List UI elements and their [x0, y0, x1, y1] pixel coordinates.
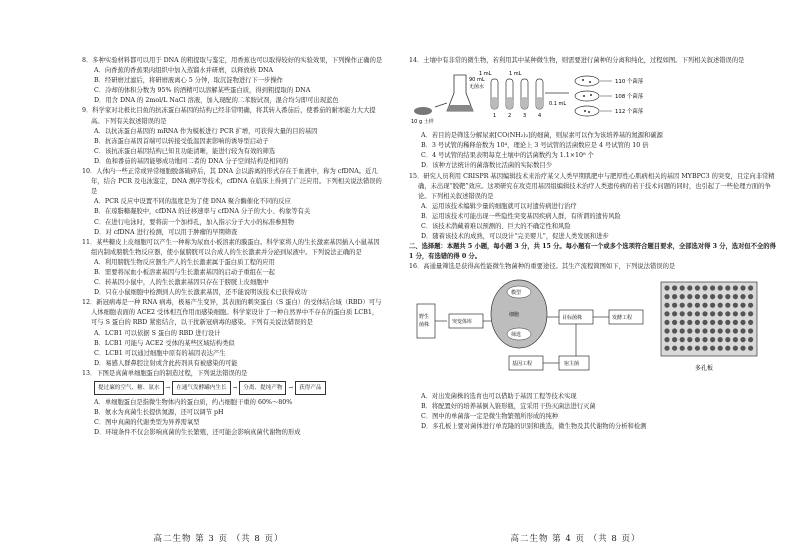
arrow-right-icon: →: [232, 385, 238, 391]
option-c: C．该技术潜藏着难以预测的、巨大的不确定性和风险: [421, 223, 571, 231]
well: [733, 311, 738, 316]
label-screen: 筛选: [511, 331, 522, 338]
option-b: B．氨水为真菌生长提供氮源，还可以调节 pH: [94, 409, 224, 417]
well: [733, 345, 738, 350]
well: [687, 328, 692, 333]
question-stem: 13．下图是真菌单细胞蛋白的制造过程，下列说法错误的是: [82, 369, 248, 377]
option-b: B．在琼脂糖凝胶中，cfDNA 的迁移速率与 cfDNA 分子的大小、构象等有关: [94, 208, 311, 216]
well: [740, 311, 745, 316]
option-a: A．向香蕉的香蕉果肉组织中加入蒸馏水并研磨，以释放核 DNA: [94, 67, 274, 75]
well: [748, 328, 753, 333]
label-plate-vol: 0.1 mL: [549, 101, 567, 108]
option-c: C．4 号试管的结果表明每克土壤中的活菌数约为 1.1×10⁸ 个: [421, 152, 594, 160]
well: [672, 294, 677, 299]
option-d: D．易感人群鼻腔注射或含此药剂具有被感染的可能: [94, 359, 238, 367]
colony-count-2: 108 个菌落: [615, 94, 644, 101]
mutant-library: [449, 314, 483, 328]
well: [702, 294, 707, 299]
option-b: B．需要将尿血小板溶素基因与生长激素基因的启动子重组在一起: [94, 268, 275, 276]
question-stem: 9．科学家对北极比目鱼的抗冻蛋白基因的结构已经非常明确，将其转入番茄后，使番茄的耐寒能力大大提高。下列有关叙述错误的是: [82, 107, 376, 125]
tube-label-2: 2: [508, 113, 512, 120]
label-wild: 野生: [419, 313, 430, 320]
well: [740, 328, 745, 333]
well: [702, 311, 707, 316]
question-8: [82, 56, 383, 106]
tube-label-3: 3: [523, 113, 527, 120]
well: [664, 302, 669, 307]
label-water: 90 mL: [469, 77, 485, 84]
well: [687, 285, 692, 290]
well: [748, 319, 753, 324]
option-a: A．运用该技术编辑少量的细胞就可以对遗传病进行治疗: [421, 202, 577, 210]
test-tubes: [479, 71, 543, 119]
option-d: D．环境条件不仅会影响真菌的生长繁殖，还可能会影响真菌代谢物的形成: [94, 429, 301, 437]
soil-sample-icon: [411, 107, 434, 125]
option-b: B．经研磨过滤后，将研磨液离心 5 分钟，取沉淀物进行下一步操作: [94, 77, 283, 85]
question-stem: 15．研究人员利用 CRISPR 基因编辑技术来治疗某父人类早期肌肥中与肥厚性心肌病相关的基因 MYBPC3 的突变，且定向非常精确，未出现“脱靶”效应。这项研究在攻克用基因组编辑技术治疗人类遗传病的若干技术问题的同时，也引起了一些伦理方面的争论。下列相关叙述错误的是: [409, 172, 775, 200]
well: [680, 319, 685, 324]
well: [725, 302, 730, 307]
well: [695, 311, 700, 316]
option-c: C．LCB1 可以通过细胞中原有的基因表达产生: [94, 349, 226, 357]
well: [664, 285, 669, 290]
well: [687, 311, 692, 316]
flow-step-purify: 分离、提纯产物: [239, 381, 286, 395]
multiwell-plate-photo: [661, 282, 757, 372]
well: [664, 345, 669, 350]
plate-3: [575, 106, 599, 116]
colony-count-3: 112 个菌落: [615, 109, 644, 116]
option-b: B．运用该技术可能出现一些隐性突变基因疾病人群，有所谓的遗传风险: [421, 212, 621, 220]
well: [664, 319, 669, 324]
well: [687, 345, 692, 350]
label-soil: 10 g 土样: [411, 119, 434, 126]
fermentation-box: [609, 310, 643, 324]
well: [680, 285, 685, 290]
well: [687, 337, 692, 342]
option-b: B．LCB1 可能与 ACE2 受体的某些区域结构类似: [94, 339, 235, 347]
tube-fill: [536, 97, 543, 109]
well: [695, 337, 700, 342]
well: [718, 337, 723, 342]
well: [718, 328, 723, 333]
section-2-header: 二、选择题：本题共 5 小题，每小题 3 分，共 15 分。每小题有一个或多个选项符合题目要求，全部选对得 3 分，选对但不全的得 1 分，有选错的得 0 分。: [409, 243, 776, 261]
well: [725, 285, 730, 290]
well: [710, 302, 715, 307]
well: [702, 328, 707, 333]
flow-step-input: 提过廉的空气、糖、氨水: [94, 381, 164, 395]
question-13: [82, 369, 383, 439]
label-cells: 细胞: [509, 311, 520, 318]
option-c: C．该抗冻蛋白基因结构已知且功能清晰，能进行较为有效的筛选: [94, 147, 276, 155]
label-gene: 基因工程: [512, 360, 533, 367]
well: [672, 311, 677, 316]
option-a: A．LCB1 可以依据 S 蛋白的 RBD 进行设计: [94, 329, 221, 337]
label-1ml-2: 1 mL: [509, 71, 522, 78]
well: [748, 311, 753, 316]
well: [695, 319, 700, 324]
option-d: D．随着该技术的成熟，可以设计“完美婴儿”，促进人类发展和进步: [421, 233, 609, 241]
well: [748, 337, 753, 342]
well: [748, 302, 753, 307]
arrow-icon: [435, 103, 447, 107]
well: [695, 294, 700, 299]
question-14: [409, 56, 778, 172]
wild-strain-box: [417, 304, 435, 338]
option-d: D．鱼和番茄的基因能够成功地同二者的 DNA 分子空间结构是相同的: [94, 157, 289, 165]
well: [672, 319, 677, 324]
question-15: [409, 172, 778, 243]
well: [687, 294, 692, 299]
tube-label-1: 1: [493, 113, 497, 120]
arrow-right-icon: →: [165, 385, 171, 391]
flow-step-ferment: 在通气发酵罐内生长: [172, 381, 230, 395]
option-d: D．对 cfDNA 进行检测，可以用于肿瘤的早期筛查: [94, 228, 238, 236]
well: [687, 302, 692, 307]
well: [740, 294, 745, 299]
well: [718, 311, 723, 316]
question-stem: 14．土壤中有非常的微生物，若利用其中某种微生物，则需要进行菌种的分离和纯化，过程如图。下列相关叙述错误的是: [409, 57, 745, 64]
well: [672, 285, 677, 290]
screening-figure: [409, 274, 778, 390]
option-a: A．单细胞蛋白是指微生物体内的蛋白质，约占细胞干重的 60%～80%: [94, 399, 293, 407]
well: [718, 319, 723, 324]
well: [733, 285, 738, 290]
well: [680, 345, 685, 350]
exam-page-4: [397, 0, 794, 558]
label-target: 目标菌株: [562, 314, 583, 321]
well: [710, 285, 715, 290]
well: [710, 345, 715, 350]
option-b: B．抗冻蛋白基因首端可以转接受低温因素影响的诱导型启动子: [94, 137, 269, 145]
well: [702, 345, 707, 350]
well: [664, 311, 669, 316]
well: [702, 337, 707, 342]
well: [695, 345, 700, 350]
question-stem: 8．多种实验材料都可以用于 DNA 的粗提取与鉴定，用香蕉也可以取得较好的实验效果，下列操作正确的是: [82, 57, 383, 64]
well: [672, 345, 677, 350]
question-10: [82, 167, 383, 238]
well: [725, 311, 730, 316]
production-flowchart: [94, 381, 383, 395]
label-ferment: 发酵工程: [612, 314, 633, 321]
question-stem: 16．高通量筛选是获得高性能微生物菌种的重要途径。其生产流程简图如下，下列说法错误的是: [409, 263, 676, 271]
well: [740, 302, 745, 307]
well: [740, 319, 745, 324]
option-b: B．3 号试管的稀释倍数为 10⁴，理论上 3 号试管的活菌数应是 4 号试管的 10 倍: [421, 142, 649, 150]
petri-dishes: [575, 76, 644, 116]
well: [725, 328, 730, 333]
well: [680, 328, 685, 333]
plate-2: [575, 91, 599, 101]
well: [672, 302, 677, 307]
well: [710, 294, 715, 299]
well: [740, 337, 745, 342]
label-model: 模型: [511, 289, 522, 296]
tube-fill: [506, 97, 513, 109]
well: [725, 319, 730, 324]
question-12: [82, 298, 383, 369]
well: [702, 302, 707, 307]
option-d: D．多孔板上要对菌体进行单克隆的识别和挑选，微生物及其代谢物的分析和检测: [421, 422, 647, 430]
well: [695, 285, 700, 290]
question-stem: 12．新冠病毒是一种 RNA 病毒，极易产生变异，其表面的刺突蛋白（S 蛋白）的受体结合域（RBD）可与人体细胞表面的 ACE2 受体相互作用而感染细胞。科学家设计了一种自然界中不存在的蛋白质 LCB1，可与 S 蛋白的 RBD 紧密结合，以干扰新冠病毒的感染。下列有关说法错误的是: [82, 299, 382, 327]
option-a: A．以抗冻蛋白基因的 mRNA 作为模板进行 PCR 扩增，可获得大量的目的基因: [94, 127, 318, 135]
well: [702, 319, 707, 324]
page-footer: 高二生物 第 4 页 （共 8 页）: [510, 534, 641, 544]
well: [672, 337, 677, 342]
dilution-figure: [409, 67, 778, 129]
question-stem: 10．人体内一些正常或异常细胞脱落破碎后，其 DNA 会以游离的形式存在于血液中，称为 cfDNA。近几年，结合 PCR 及电泳鉴定，DNA 测序等技术，cfDNA 在临床上得到了广泛应用。下列相关说法错误的是: [82, 168, 382, 196]
well: [740, 285, 745, 290]
question-9: [82, 106, 383, 167]
well: [748, 345, 753, 350]
flow-step-product: 获得产品: [295, 381, 325, 395]
option-c: C．在进行电泳时，要将前一个加样孔，加入指示分子大小的标准参照物: [94, 218, 295, 226]
option-c: C．图中真菌的代谢类型为异养需氧型: [94, 419, 200, 427]
high-throughput-diagram: [409, 274, 769, 386]
well: [725, 345, 730, 350]
well: [680, 294, 685, 299]
target-strain-box: [559, 310, 593, 324]
page-footer: 高二生物 第 3 页 （共 8 页）: [153, 534, 284, 544]
tube-fill: [491, 97, 498, 109]
well: [733, 302, 738, 307]
well: [710, 311, 715, 316]
label-lib: 突变体库: [452, 318, 473, 325]
well: [687, 319, 692, 324]
option-b: B．将配置好的培养基倒入锥形瓶，宜采用干热灭菌法进行灭菌: [421, 402, 596, 410]
well: [718, 294, 723, 299]
serial-dilution-diagram: [409, 67, 769, 125]
well: [695, 328, 700, 333]
well: [680, 302, 685, 307]
well: [733, 319, 738, 324]
label-host: 宿主菌: [564, 360, 580, 367]
question-11: [82, 238, 383, 299]
well: [702, 285, 707, 290]
well: [718, 285, 723, 290]
well: [718, 302, 723, 307]
well: [733, 294, 738, 299]
label-water-2: 无菌水: [469, 84, 485, 91]
cells-oval: [491, 280, 547, 348]
well: [664, 328, 669, 333]
option-c: C．冷却的体积分数为 95% 的酒精可以溶解某些蛋白质，得到粗提取的 DNA: [94, 87, 311, 95]
well: [748, 294, 753, 299]
option-a: A．利用膀胱生物反应器生产人的生长激素属于蛋白质工程的应用: [94, 258, 275, 266]
well: [733, 328, 738, 333]
label-1ml: 1 mL: [479, 71, 492, 78]
flask-icon: [447, 75, 485, 111]
well: [710, 319, 715, 324]
question-stem: 11．某些糖皮上皮细胞可以产生一种称为尿血小板溶素的膜蛋白。科学家将人的生长激素基因插入小鼠基因组内制成膀胱生物反应器，使小鼠膀胱可以合成人的生长激素并分泌到尿液中。下列说法正确的是: [82, 238, 380, 256]
well: [725, 294, 730, 299]
well: [680, 337, 685, 342]
well: [748, 285, 753, 290]
well: [725, 337, 730, 342]
option-a: A．PCR 反应中设置不同的温度是为了使 DNA 聚合酶催化不同的反应: [94, 198, 291, 206]
well: [740, 345, 745, 350]
option-a: A．对出发菌株的选育也可以借助于基因工程等技术实现: [421, 392, 577, 400]
well: [710, 328, 715, 333]
well: [695, 302, 700, 307]
tube-label-4: 4: [538, 113, 542, 120]
well: [680, 311, 685, 316]
question-16: [409, 262, 778, 432]
option-a: A．若目的是筛选分解尿素[CO(NH₂)₂]的细菌，则尿素可以作为该培养基的氮源和碳源: [421, 132, 663, 140]
well: [718, 345, 723, 350]
well: [664, 337, 669, 342]
option-c: C．图中的单菌落一定是微生物繁殖所形成的纯种: [421, 412, 559, 420]
option-d: D．该种方法统计的菌落数比活菌的实际数目少: [421, 162, 552, 170]
well: [672, 328, 677, 333]
colony-count-1: 110 个菌落: [615, 79, 644, 86]
well: [733, 337, 738, 342]
label-plate: 多孔板: [695, 364, 714, 372]
well: [710, 337, 715, 342]
arrow-right-icon: →: [288, 385, 294, 391]
tube-fill: [521, 97, 528, 109]
option-c: C．转基因小鼠中，人的生长激素基因只存在于膀胱上皮细胞中: [94, 279, 269, 287]
plate-1: [575, 76, 599, 86]
option-d: D．只在小鼠细胞中检测到人的生长激素基因，还不能说明该技术已获得成功: [94, 289, 307, 297]
option-d: D．用含 DNA 的 2mol/L NaCl 溶液，加入现配的二苯胺试剂，混合均匀即可出现蓝色: [94, 97, 339, 105]
label-wild-2: 菌株: [419, 321, 430, 328]
well: [664, 294, 669, 299]
